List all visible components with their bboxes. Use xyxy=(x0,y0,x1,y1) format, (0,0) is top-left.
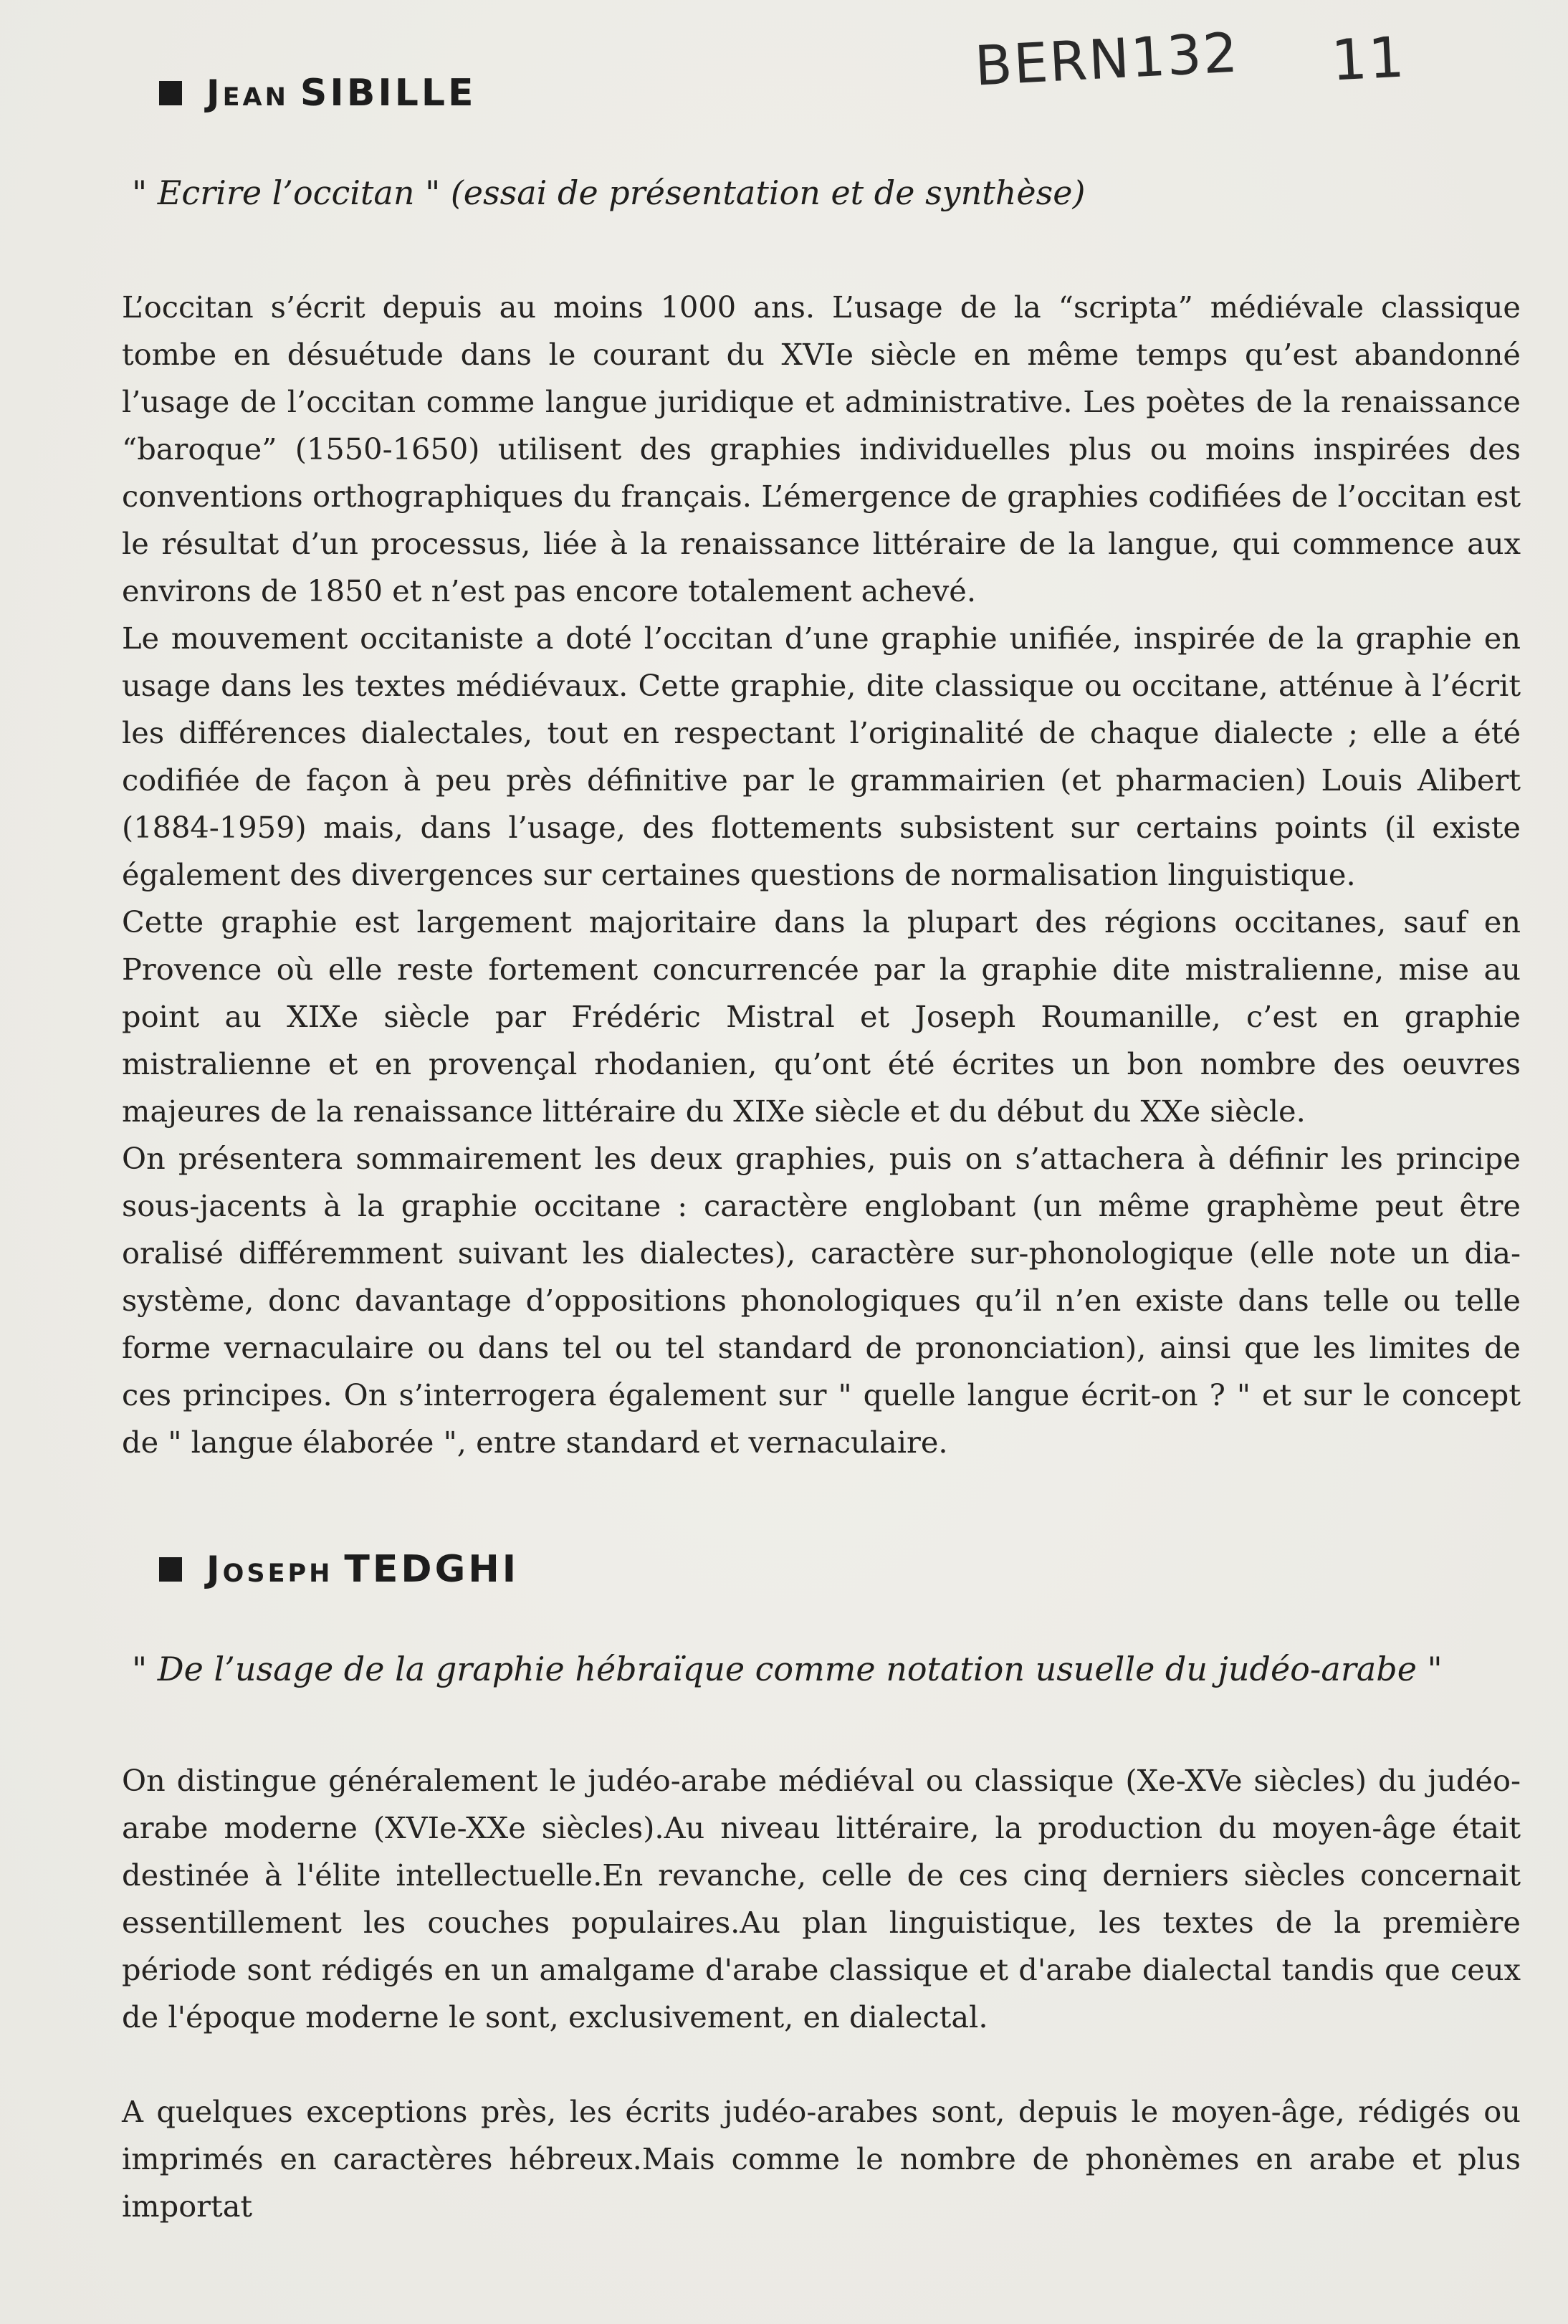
author-first-name: Jean xyxy=(206,72,289,114)
section-title-tedghi: " De l’usage de la graphie hébraïque comme notation usuelle du judéo-arabe " xyxy=(132,1650,1443,1688)
paragraph: On distingue généralement le judéo-arabe médiéval ou classique (Xe-XVe siècles) du judéo-arabe moderne (XVIe-XXe siècles).Au niveau littéraire, la production du moyen-âge était destinée à l'élite intellectuelle.En revanche, celle de ces cinq derniers siècles concernait essentillement les couches populaires.Au plan linguistique, les textes de la première période sont rédigés en un amalgame d'arabe classique et d'arabe dialectal tandis que ceux de l'époque moderne le sont, exclusivement, en dialectal. xyxy=(122,1763,1521,2034)
paragraph: A quelques exceptions près, les écrits judéo-arabes sont, depuis le moyen-âge, rédigés ou imprimés en caractères hébreux.Mais comme le nombre de phonèmes en arabe et plus importat xyxy=(122,2094,1521,2224)
author-first-name: Joseph xyxy=(206,1549,333,1590)
author-last-name: SIBILLE xyxy=(300,72,477,115)
heading-square-icon xyxy=(159,1557,182,1582)
paragraph: L’occitan s’écrit depuis au moins 1000 ans. L’usage de la “scripta” médiévale classique tombe en désuétude dans le courant du XVIe siècle en même temps qu’est abandonné l’usage de l’occitan comme langue juridique et administrative. Les poètes de la renaissance “baroque” (1550-1650) utilisent des graphies individuelles plus ou moins inspirées des conventions orthographiques du français. L’émergence de graphies codifiées de l’occitan est le résultat d’un processus, liée à la renaissance littéraire de la langue, qui commence aux environs de 1850 et n’est pas encore totalement achevé. xyxy=(122,290,1521,608)
section-heading-sibille xyxy=(159,72,476,115)
paragraph: Le mouvement occitaniste a doté l’occitan d’une graphie unifiée, inspirée de la graphie en usage dans les textes médiévaux. Cette graphie, dite classique ou occitane, atténue à l’écrit les différences dialectales, tout en respectant l’originalité de chaque dialecte ; elle a été codifiée de façon à peu près définitive par le grammairien (et pharmacien) Louis Alibert (1884-1959) mais, dans l’usage, des flottements subsistent sur certains points (il existe également des divergences sur certaines questions de normalisation linguistique. xyxy=(122,621,1521,892)
handwritten-page-number: 11 xyxy=(1329,25,1407,94)
heading-square-icon xyxy=(159,81,182,105)
section-heading-tedghi xyxy=(159,1548,519,1591)
section-body-tedghi xyxy=(122,1757,1521,2230)
author-last-name: TEDGHI xyxy=(344,1548,520,1591)
handwritten-reference: BERN132 xyxy=(972,20,1240,98)
section-title-sibille: " Ecrire l’occitan " (essai de présentation et de synthèse) xyxy=(132,173,1086,212)
paragraph: On présentera sommairement les deux graphies, puis on s’attachera à définir les principe sous-jacents à la graphie occitane : caractère englobant (un même graphème peut être oralisé différemment suivant les dialectes), caractère sur-phonologique (elle note un dia-système, donc davantage d’oppositions phonologiques qu’il n’en existe dans telle ou telle forme vernaculaire ou dans tel ou tel standard de prononciation), ainsi que les limites de ces principes. On s’interrogera également sur " quelle langue écrit-on ? " et sur le concept de " langue élaborée ", entre standard et vernaculaire. xyxy=(122,1141,1521,1460)
section-body-sibille xyxy=(122,284,1521,1466)
paragraph: Cette graphie est largement majoritaire dans la plupart des régions occitanes, sauf en Provence où elle reste fortement concurrencée par la graphie dite mistralienne, mise au point au XIXe siècle par Frédéric Mistral et Joseph Roumanille, c’est en graphie mistralienne et en provençal rhodanien, qu’ont été écrites un bon nombre des oeuvres majeures de la renaissance littéraire du XIXe siècle et du début du XXe siècle. xyxy=(122,904,1521,1129)
paragraph-gap xyxy=(122,2041,1521,2088)
